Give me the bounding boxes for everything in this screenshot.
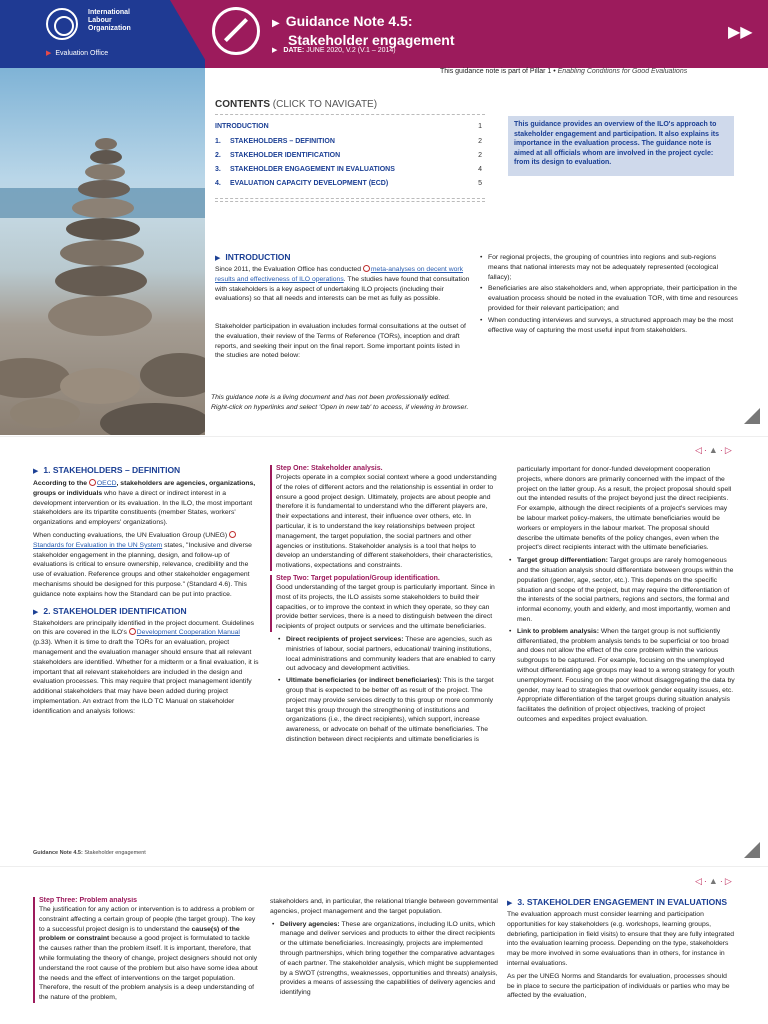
- toc-divider: [215, 201, 485, 202]
- step-two-heading: Step Two: Target population/Group identification.: [276, 574, 440, 582]
- intro-bullet-list: [478, 253, 738, 337]
- meta-analyses-link[interactable]: meta-analyses on decent work results and effectiveness of ILO operations: [215, 266, 464, 283]
- toc-item-ecd[interactable]: 4. EVALUATION CAPACITY DEVELOPMENT (ECD) 5: [215, 180, 482, 187]
- org-name: International Labour Organization: [88, 9, 131, 32]
- page-nav[interactable]: [695, 876, 734, 887]
- home-icon: ▲: [708, 876, 720, 886]
- summary-box: This guidance provides an overview of the ILO's approach to stakeholder engagement and participation. It also explains its importance in the evaluation process. The guidance note is aimed at all officials whom are involved in the project cycle: from its design to evaluation.: [508, 116, 734, 176]
- list-item: • Target group differentiation: Target groups are rarely homogeneous and the situation analysis should differentiate between groups within the population (gender, age, sector, etc.). This depends on the specific situation and scope of the project, but may require the differentiation of the interests of the social partners, regions and sectors, the formal and informal economy, youth and elderly, and most importantly, women and men.: [507, 556, 735, 625]
- beneficiaries-paragraph: particularly important for donor-funded development cooperation projects, where donors are primarily concerned with the impact of the project on the latter group. As a result, the project proposal should spell out the intended results of the project beyond just the direct recipients. For example, although the direct recipients of a project's services may be labour market policy-makers, the ultimate beneficiaries would be workers or employers in the labour market. The proposal should describe the ultimate benefits of the policy changes, even when the project's direct recipients interact with the ultimate beneficiaries.: [517, 466, 732, 552]
- pillar-link[interactable]: Enabling Conditions for Good Evaluations: [557, 68, 688, 75]
- oecd-link[interactable]: OECD: [96, 480, 117, 487]
- ilo-link-icon: [129, 628, 136, 635]
- next-icon: ·▷: [719, 445, 734, 455]
- play-arrow-icon: ▶: [272, 18, 280, 29]
- step-three-heading: Step Three: Problem analysis: [39, 897, 138, 904]
- cover-photo-stones: [0, 68, 205, 435]
- step-one-text: Projects operate in a complex social context where a good understanding of the roles of different actors and the relationship is essential in order to ensure a good project design. Ultimately, projects are about people and therefore it is fundamental to understand who the different players are, their expectations and interest, their influence over others, etc. In particular, it is to understand the key relationships between project management, the target population, the social partners and other agencies or institutions. Stakeholder analysis is a tool that helps to develop an understanding of different stakeholders, their characteristics, motivations, expectations and constraints.: [276, 474, 497, 570]
- play-arrow-icon: ▶: [272, 47, 278, 54]
- identification-heading: ▶ 2. STAKEHOLDER IDENTIFICATION: [33, 605, 187, 616]
- step-two-text: Good understanding of the target group is particularly important. Since in most of its projects, the ILO assists some stakeholders to build their capacities, or to improve the context in which they operate, so they can provide better services, there is a need to distinguish between the direct recipients of project outputs or services and the ultimate beneficiaries.: [276, 583, 495, 631]
- toc-item-identification[interactable]: 2. STAKEHOLDER IDENTIFICATION 2: [215, 152, 482, 159]
- prev-icon: ◁·: [695, 445, 709, 455]
- page-divider: [0, 436, 768, 437]
- page-footer: Guidance Note 4.5: Stakeholder engagement: [33, 850, 146, 856]
- play-arrow-icon: ▶: [33, 608, 39, 616]
- introduction-heading: ▶ INTRODUCTION: [215, 252, 291, 262]
- engagement-heading: ▶ 3. STAKEHOLDER ENGAGEMENT IN EVALUATIONS: [507, 897, 728, 907]
- page-nav[interactable]: [695, 445, 734, 456]
- page3-column-3: [507, 897, 735, 1024]
- home-icon: ▲: [708, 445, 720, 455]
- intro-paragraph-2: Stakeholder participation in evaluation includes formal consultations at the outset of the evaluation, their review of the Terms of Reference (TORs), inception and draft reports, and seeking their input on the final report. Some important points listed in the studies are noted below:: [215, 323, 466, 360]
- step-two-box: [270, 575, 498, 632]
- list-item: • Direct recipients of project services: These are agencies, such as ministries of labour, social partners, educational/ training institutions, local administrations and community leaders that are enabled to carry out advocacy and development activities.: [276, 635, 498, 674]
- list-item: • Link to problem analysis: When the target group is not sufficiently differentiated, the problem analysis tends to be superficial or too broad and does not allow the effect of the core problem within the various subgroups to be captured. For example, focusing on the unemployed without differentiating age groups may lead to a wrong strategy for youth unemployment. Focusing on the poor without disaggregating the data by gender, may lead to strategies that overlook gender equality issues, etc. Appropriate differentiation of the target groups during situation analysis facilitates the definition of project objectives, tracking of project outcomes and expedites project evaluation.: [507, 627, 735, 725]
- engagement-paragraph-2: As per the UNEG Norms and Standards for evaluation, processes should be in place to secure the participation of individuals or parties who may be affected by the evaluation,: [507, 972, 730, 1000]
- page3-column-2: [270, 897, 498, 1024]
- living-document-note: This guidance note is a living document and has not been professionally edited. Right-click on hyperlinks and select 'Open in new tab' to access, if viewing in browser.: [211, 394, 469, 411]
- step-three-box: [33, 897, 261, 1003]
- list-item: • Beneficiaries are also stakeholders and, when appropriate, their participation in the evaluation process should be noted in the evaluation TOR, with time and resources provided for their relevant participation; and: [478, 284, 738, 313]
- toc-divider: [215, 198, 485, 199]
- stakeholders-paragraph: stakeholders and, in particular, the relational triangle between governmental agencies, project management and the target population.: [270, 898, 498, 915]
- list-item: • For regional projects, the grouping of countries into regions and sub-regions means that national interests may not be adequately represented (ecological fallacy);: [478, 253, 738, 282]
- guidance-title: ▶ Guidance Note 4.5: Stakeholder engagement: [272, 13, 455, 48]
- play-arrow-icon: ▶: [215, 255, 221, 262]
- page-divider: [0, 866, 768, 867]
- intro-paragraph-1: Since 2011, the Evaluation Office has conducted meta-analyses on decent work results and effectiveness of ILO operations. The studies have found that consultation with stakeholders is a key aspect of undertaking ILO projects (including their evaluations) so that all needs and interests can be met as fully as possible.: [215, 266, 470, 303]
- list-item: • Delivery agencies: These are organizations, including ILO units, which manage and deliver services and products to either the direct recipients or the ultimate beneficiaries. Increasingly, projects are implemented through partnerships, which bring together the comparative advantages of each partner. The stakeholder analysis, which might be supplemented by a SWOT (strengths, weaknesses, opportunities and threats) analysis, provides a means of assessing the capabilities of delivery agencies and identifying: [270, 920, 498, 998]
- guidance-date: ▶ DATE: JUNE 2020, V.2 (V.1 – 2014): [272, 47, 396, 54]
- fast-forward-icon[interactable]: ▶▶: [728, 24, 753, 41]
- toc-item-definition[interactable]: 1. STAKEHOLDERS – DEFINITION 2: [215, 138, 482, 145]
- play-arrow-icon: ▶: [507, 900, 513, 907]
- header-divider: [170, 0, 210, 68]
- list-item: • Ultimate beneficiaries (or indirect beneficiaries): This is the target group that is expected to be better off as result of the project. The project may provide services directly to this group or more commonly target this group through the strengthening of institutions and organizations (i.e., the direct recipients), which support, increase awareness, or advocate on behalf of the ultimate beneficiaries. The distinction between direct recipients and ultimate beneficiaries is: [276, 676, 498, 745]
- play-arrow-icon: ▶: [33, 468, 39, 475]
- ilo-link-icon: [89, 479, 96, 486]
- dc-manual-link[interactable]: Development Cooperation Manual: [136, 629, 240, 637]
- pillar-note: This guidance note is part of Pillar 1 • Enabling Conditions for Good Evaluations: [440, 68, 688, 75]
- contents-heading: CONTENTS (CLICK TO NAVIGATE): [215, 99, 378, 110]
- page2-column-1: [33, 465, 261, 717]
- toc-item-engagement[interactable]: 3. STAKEHOLDER ENGAGEMENT IN EVALUATIONS 4: [215, 166, 482, 173]
- page3-column-1: [33, 897, 261, 1024]
- list-item: • When conducting interviews and surveys, a structured approach may be the most effective way of capturing the most useful input from stakeholders.: [478, 316, 738, 336]
- step-one-heading: Step One: Stakeholder analysis.: [276, 465, 383, 472]
- next-icon: ·▷: [719, 876, 734, 886]
- definition-heading: ▶ 1. STAKEHOLDERS – DEFINITION: [33, 465, 181, 475]
- step-three-text: The justification for any action or intervention is to address a problem or constraint affecting a certain group of people (the target group). The key to a successful project design is to understand the cause(s) of the problem or constraint because a good project is formulated to tackle the causes rather than the problem itself. It is important, therefore, that while formulating the theory of change, project designers should not only understand the root cause of the problem but also have some idea about the needs and the effect of interventions on the target population. Therefore, the result of the problem analysis is a deep understanding of the nature of the problem,: [39, 906, 258, 1002]
- eval-office-label: ▶ Evaluation Office: [46, 50, 109, 57]
- uneg-standards-link[interactable]: Standards for Evaluation in the UN System: [33, 541, 163, 549]
- page-corner-icon[interactable]: [744, 842, 760, 858]
- ilo-link-icon: [363, 265, 370, 272]
- page-corner-icon[interactable]: [744, 408, 760, 424]
- toc-item-introduction[interactable]: INTRODUCTION 1: [215, 123, 482, 130]
- page2-column-2: [270, 465, 498, 747]
- engagement-paragraph-1: The evaluation approach must consider learning and participation opportunities for key stakeholders (e.g. workshops, learning groups, debriefing, participation in field visits) to ensure that they are fully integrated into the evaluation learning process. Depending on the type, stakeholders may be more involved in some evaluations than in others, for instance in internal evaluations.: [507, 911, 735, 967]
- ilo-link-icon: [229, 531, 236, 538]
- ilo-logo-icon: [46, 8, 78, 40]
- definition-paragraph-2: When conducting evaluations, the UN Evaluation Group (UNEG) Standards for Evaluation in the UN System states, "Inclusive and diverse stakeholder engagement in the planning, design, and follow-up of evaluations is critical to ensure ownership, relevance, credibility and the use of evaluation. Reference groups and other stakeholder engagement mechanisms should be designed for this purpose." (Standard 4.6). This guidance note explains how the Standard can be put into practice.: [33, 531, 252, 598]
- compass-icon: [212, 7, 260, 55]
- prev-icon: ◁·: [695, 876, 709, 886]
- definition-paragraph-1: According to the OECD, stakeholders are agencies, organizations, groups or individuals who have a direct or indirect interest in a development intervention or its evaluation. In the ILO, the most important stakeholders are its tripartite constituents (member States, workers' organizations and employers' organizations).: [33, 480, 256, 527]
- identification-paragraph: Stakeholders are principally identified in the project document. Guidelines on this are covered in the ILO's Development Cooperation Manual (p.33). When it is time to draft the TORs for an evaluation, project management and the evaluation manager should ensure that all relevant stakeholders are identified. Whether for a midterm or a final evaluation, it is important that all relevant stakeholders are included in the design and evaluation processes. This may require that project management identify additional stakeholders that may have been added during project implementation. An extract from the ILO TC Manual on stakeholder identification and analysis follows:: [33, 619, 259, 715]
- arrow-icon: ▶: [46, 50, 52, 57]
- page2-column-3: [507, 465, 735, 727]
- toc-divider: [215, 114, 485, 115]
- step-one-box: [270, 465, 498, 571]
